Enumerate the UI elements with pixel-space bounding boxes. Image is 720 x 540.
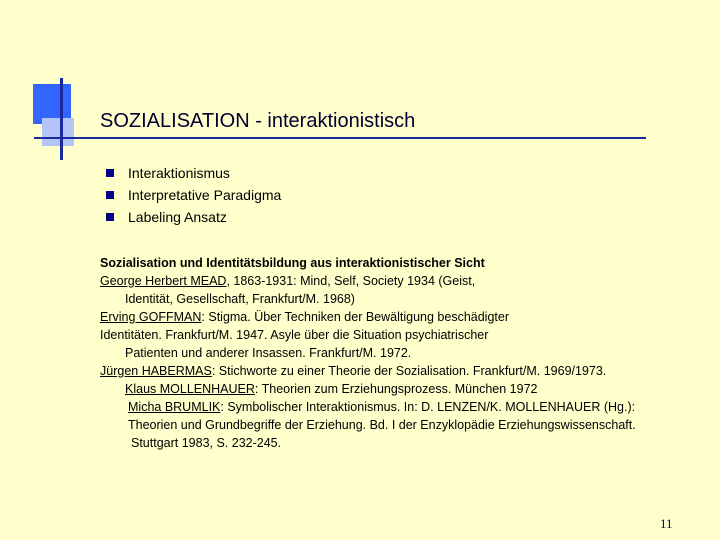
square-bullet-icon <box>106 213 114 221</box>
reference-text: , 1863-1931: Mind, Self, Society 1934 (Geist, <box>226 274 476 288</box>
reference-author: Erving GOFFMAN <box>100 310 202 324</box>
reference-author: Micha BRUMLIK <box>128 400 221 414</box>
reference-line: Identität, Gesellschaft, Frankfurt/M. 1968) <box>125 292 355 306</box>
reference-line <box>100 362 710 380</box>
bullet-text: Interaktionismus <box>128 165 230 181</box>
reference-line: Identitäten. Frankfurt/M. 1947. Asyle über die Situation psychiatrischer <box>100 328 489 342</box>
reference-author: George Herbert MEAD <box>100 274 227 288</box>
bullet-item <box>106 162 281 184</box>
decor-light-square <box>42 118 74 146</box>
title-underline <box>34 137 646 139</box>
reference-line: Theorien und Grundbegriffe der Erziehung. Bd. I der Enzyklopädie Erziehungswissenschaft. <box>128 418 636 432</box>
reference-text: : Stichworte zu einer Theorie der Sozialisation. Frankfurt/M. 1969/1973. <box>211 364 607 378</box>
bullet-list <box>106 162 281 228</box>
references-heading: Sozialisation und Identitätsbildung aus interaktionistischer Sicht <box>100 256 485 270</box>
page-number: 11 <box>660 516 673 531</box>
reference-author: Jürgen HABERMAS <box>100 364 212 378</box>
reference-line <box>100 380 710 398</box>
reference-line: Patienten und anderer Insassen. Frankfurt/M. 1972. <box>125 346 412 360</box>
reference-line <box>100 308 710 326</box>
bullet-text: Interpretative Paradigma <box>128 187 282 203</box>
reference-author: Klaus MOLLENHAUER <box>125 382 255 396</box>
reference-line: Stuttgart 1983, S. 232-245. <box>131 436 282 450</box>
reference-text: : Symbolischer Interaktionismus. In: D. LENZEN/K. MOLLENHAUER (Hg.): <box>220 400 636 414</box>
square-bullet-icon <box>106 169 114 177</box>
bullet-item <box>106 184 281 206</box>
reference-line <box>100 398 710 416</box>
reference-text: : Stigma. Über Techniken der Bewältigung beschädigter <box>201 310 509 324</box>
square-bullet-icon <box>106 191 114 199</box>
references-block <box>100 254 710 452</box>
reference-text: : Theorien zum Erziehungsprozess. München 1972 <box>254 382 538 396</box>
slide-title: SOZIALISATION - interaktionistisch <box>100 110 416 132</box>
bullet-text: Labeling Ansatz <box>128 209 227 225</box>
bullet-item <box>106 206 281 228</box>
reference-line <box>100 272 710 290</box>
decor-vertical-line <box>60 78 63 160</box>
